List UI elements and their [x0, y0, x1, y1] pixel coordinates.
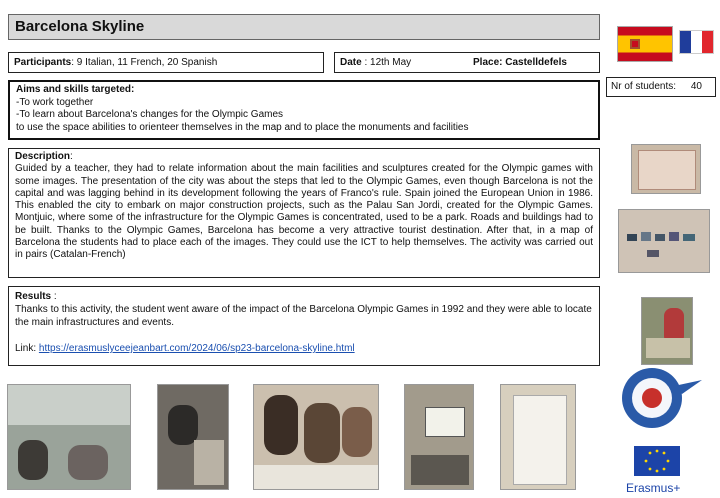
aims-line: to use the space abilities to orienteer themselves in the map and to place the monuments and facilities: [16, 121, 469, 133]
link-label: Link:: [15, 343, 39, 354]
place-label: Place: Castelldefels: [473, 57, 567, 68]
coat-of-arms-icon: [628, 37, 642, 51]
bottom-photo-4: [404, 384, 474, 490]
images-photo: [618, 209, 710, 273]
participants-field: [8, 52, 324, 73]
description-heading: Description: [15, 151, 71, 162]
date-place-field: [334, 52, 600, 73]
eu-flag-icon: [634, 446, 680, 476]
classroom-photo: [641, 297, 693, 365]
france-flag: [679, 30, 714, 54]
date-label: Date: [340, 57, 362, 68]
results-section: Results : Thanks to this activity, the student went aware of the impact of the Barcelona Olympic Games in 1992 and they were able to locate the main infrastructures and events. Link: https://erasmuslyceejeanbart.com/2024/06/sp23-barcelona-skyline.html: [8, 286, 600, 366]
participants-label: Participants: [14, 57, 72, 68]
date-value: : 12th May: [361, 57, 412, 68]
bottom-photo-3: [253, 384, 379, 490]
aims-section: [8, 80, 600, 140]
results-link[interactable]: https://erasmuslyceejeanbart.com/2024/06/sp23-barcelona-skyline.html: [38, 343, 355, 354]
students-value: 40: [690, 81, 702, 92]
students-count: [606, 77, 716, 97]
results-heading: Results: [15, 291, 52, 302]
spain-flag: [617, 26, 673, 62]
participants-value: : 9 Italian, 11 French, 20 Spanish: [71, 57, 218, 68]
results-text: Thanks to this activity, the student went aware of the impact of the Barcelona Olympic Games in 1992 and they were able to locate the main infrastructures and events.: [15, 304, 592, 328]
aims-line: -To work together: [16, 96, 94, 108]
description-section: Description: Guided by a teacher, they had to relate information about the main facilities and sculptures created for the Olympic games with some images. The presentation of the city was about the steps that led to the Olympic Games, even though Barcelona is not the capital and was lagging behind in its development following the years of Franco's rule. Spain joined the European Union in 1986. This enabled the city to embark on major construction projects, such as the Palau San Jordi, created for the Olympic Games. Montjuic, where some of the infrastructure for the Olympic Games is concentrated, used to be a park. Roads and buildings had to be built. Thanks to the Olympic Games, Barcelona has become a very attractive tourist destination. After that, in a map of Barcelona the students had to place each of the images. They could use the ICT to help themselves. The activity was carried out in pairs (Catalan-French): [8, 148, 600, 278]
bottom-photo-2: [157, 384, 229, 490]
erasmus-logo: Erasmus+: [626, 481, 681, 495]
bottom-photo-1: [7, 384, 131, 490]
map-photo: [631, 144, 701, 194]
school-logo-icon: [612, 360, 704, 432]
description-text: Guided by a teacher, they had to relate information about the main facilities and sculptures created for the Olympic games with some images. The presentation of the city was about the steps that led to the Olympic Games, even though Barcelona is not the capital and was lagging behind in its development following the years of Franco's rule. Spain joined the European Union in 1986. This enabled the city to embark on major construction projects, such as the Palau San Jordi, created for the Olympic Games. Montjuic, where some of the infrastructure for the Olympic Games is concentrated, used to be a park. Roads and buildings had to be built. Thanks to the Olympic Games, Barcelona has become a very attractive tourist destination. After that, in a map of Barcelona the students had to place each of the images. They could use the ICT to help themselves. The activity was carried out in pairs (Catalan-French): [15, 163, 593, 261]
page-title: Barcelona Skyline: [8, 14, 600, 40]
aims-line: -To learn about Barcelona's changes for the Olympic Games: [16, 109, 284, 120]
students-label: Nr of students:: [611, 81, 677, 92]
bottom-photo-5: [500, 384, 576, 490]
aims-heading: Aims and skills targeted:: [16, 84, 135, 95]
